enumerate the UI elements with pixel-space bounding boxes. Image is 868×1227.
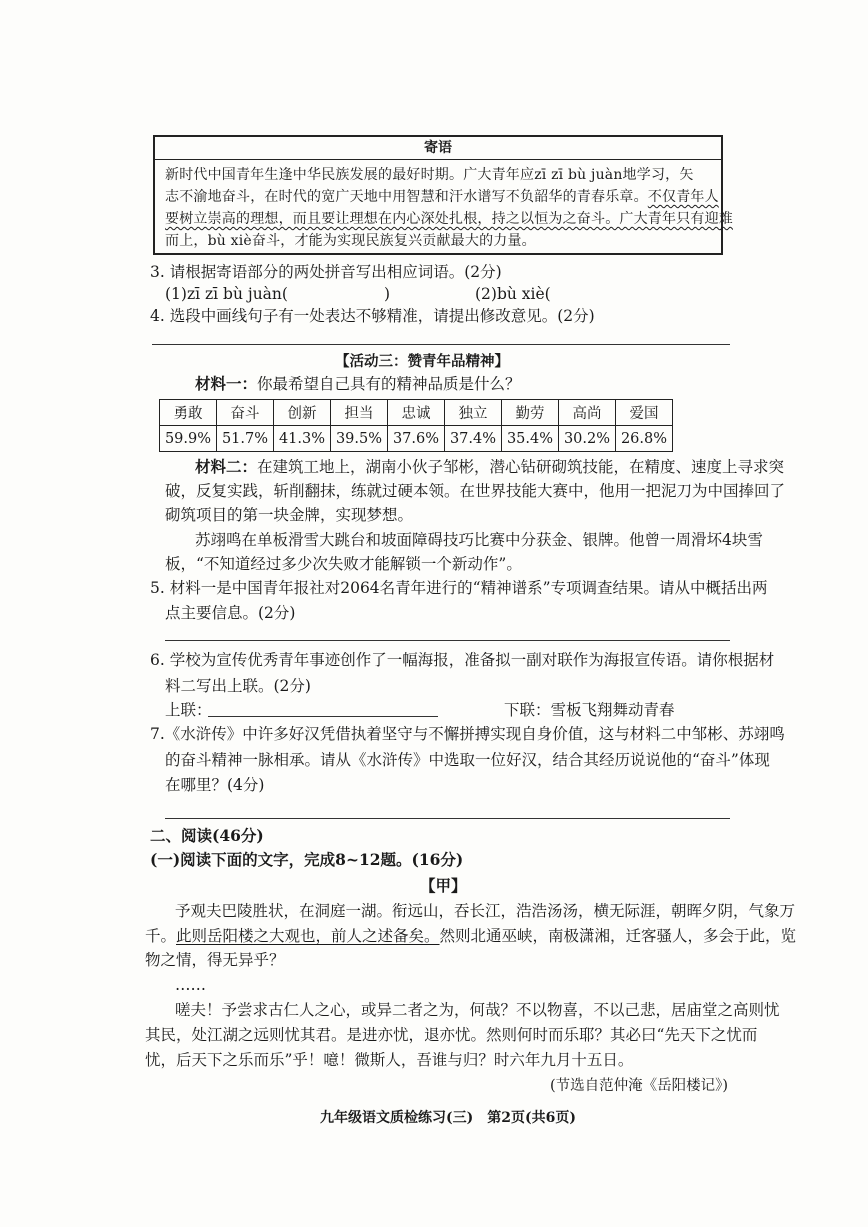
message-line-1: 新时代中国青年生逢中华民族发展的最好时期。广大青年应zī zī bù juàn地学习，矢 [165, 167, 694, 183]
question-3-part-2: (2)bù xiè( [475, 285, 551, 303]
survey-table [159, 399, 673, 452]
passage-p2-line-1: 嗟夫！予尝求古仁人之心，或异二者之为，何哉？不以物喜，不以己悲，居庙堂之高则忧 [175, 1001, 780, 1019]
survey-header-cell: 创新 [274, 400, 331, 426]
material-2-line-1 [195, 457, 784, 477]
material-2-text: 在建筑工地上，湖南小伙子邹彬，潜心钻研砌筑技能，在精度、速度上寻求突 [257, 458, 785, 476]
activity-3-title: 【活动三：赞青年品精神】 [335, 353, 509, 370]
question-5-line-2: 点主要信息。(2分) [165, 604, 296, 622]
question-6-line-1: 6. 学校为宣传优秀青年事迹创作了一幅海报，准备拟一副对联作为海报宣传语。请你根据材 [150, 651, 775, 669]
answer-line-q5 [165, 640, 730, 641]
upper-couplet-input[interactable] [208, 716, 438, 717]
question-3: 3. 请根据寄语部分的两处拼音写出相应词语。(2分) [150, 263, 502, 281]
message-box-title: 寄语 [155, 137, 721, 160]
survey-header-cell: 担当 [331, 400, 388, 426]
survey-header-cell: 勇敢 [160, 400, 217, 426]
question-5-line-1: 5. 材料一是中国青年报社对2064名青年进行的“精神谱系”专项调查结果。请从中概括出两 [150, 579, 768, 597]
passage-p2-line-3: 忧，后天下之乐而乐”乎！噫！微斯人，吾谁与归？时六年九月十五日。 [145, 1051, 634, 1069]
survey-value-cell: 41.3% [274, 426, 331, 452]
survey-value-cell: 30.2% [559, 426, 616, 452]
material-1-question: 你最希望自己具有的精神品质是什么？ [257, 375, 521, 393]
material-1 [195, 374, 521, 394]
page-footer: 九年级语文质检练习(三) 第2页(共6页) [320, 1110, 576, 1126]
passage-p1-line-1: 予观夫巴陵胜状，在洞庭一湖。衔远山，吞长江，浩浩汤汤，横无际涯，朝晖夕阴，气象万 [175, 902, 796, 920]
message-line-4: 而上，bù xiè奋斗，才能为实现民族复兴贡献最大的力量。 [165, 233, 536, 249]
survey-header-cell: 忠诚 [388, 400, 445, 426]
passage-ellipsis: …… [175, 976, 206, 994]
passage-tag: 【甲】 [420, 876, 467, 895]
survey-header-cell: 奋斗 [217, 400, 274, 426]
answer-line-q4 [152, 344, 730, 345]
section-2-title: 二、阅读(46分) [150, 826, 264, 845]
question-3-part-1: (1)zī zī bù juàn( [165, 285, 288, 303]
answer-line-q7 [165, 818, 730, 819]
material-2-line-3: 砌筑项目的第一块金牌，实现梦想。 [165, 506, 414, 524]
passage-p2-line-2: 其民，处江湖之远则忧其君。是进亦忧，退亦忧。然则何时而乐耶？其必曰“先天下之忧而 [145, 1026, 758, 1044]
survey-header-cell: 独立 [445, 400, 502, 426]
survey-value-cell: 59.9% [160, 426, 217, 452]
upper-couplet-label: 上联： [165, 701, 212, 719]
material-2-line-5: 板，“不知道经过多少次失败才能解锁一个新动作”。 [165, 555, 522, 573]
message-line-2-text: 志不渝地奋斗，在时代的宽广天地中用智慧和汗水谱写不负韶华的青春乐章。 [165, 189, 648, 205]
section-2-subtitle: (一)阅读下面的文字，完成8~12题。(16分) [150, 850, 464, 869]
passage-p1-line-2 [145, 926, 796, 946]
passage-p1-line-2-end: 然则北通巫峡，南极潇湘，迁客骚人，多会于此，览 [439, 927, 797, 945]
survey-header-cell: 勤劳 [502, 400, 559, 426]
message-line-2 [165, 188, 719, 206]
question-6-line-2: 料二写出上联。(2分) [165, 677, 311, 695]
survey-value-cell: 26.8% [616, 426, 673, 452]
survey-value-row [160, 426, 673, 452]
survey-value-cell: 51.7% [217, 426, 274, 452]
survey-header-cell: 爱国 [616, 400, 673, 426]
passage-source: (节选自范仲淹《岳阳楼记》) [550, 1078, 729, 1094]
material-1-label: 材料一： [195, 374, 258, 393]
survey-value-cell: 39.5% [331, 426, 388, 452]
underlined-sentence-part-a: 不仅青年人 [647, 189, 719, 205]
question-4: 4. 选段中画线句子有一处表达不够精准，请提出修改意见。(2分) [150, 307, 595, 325]
passage-p1-line-2-start: 千。 [145, 927, 177, 945]
survey-header-row [160, 400, 673, 426]
survey-value-cell: 37.4% [445, 426, 502, 452]
material-2-line-2: 破，反复实践，斩削翻抹，练就过硬本领。在世界技能大赛中，他用一把泥刀为中国捧回了 [165, 482, 786, 500]
survey-value-cell: 37.6% [388, 426, 445, 452]
question-7-line-3: 在哪里？(4分) [165, 776, 265, 794]
survey-value-cell: 35.4% [502, 426, 559, 452]
lower-couplet: 下联：雪板飞翔舞动青春 [504, 701, 675, 719]
message-line-3: 要树立崇高的理想，而且要让理想在内心深处扎根，持之以恒为之奋斗。广大青年只有迎难 [165, 211, 733, 227]
survey-header-cell: 高尚 [559, 400, 616, 426]
material-2-label: 材料二： [195, 457, 258, 476]
passage-p1-line-3: 物之情，得无异乎？ [145, 951, 285, 969]
passage-underlined-sentence: 此则岳阳楼之大观也，前人之述备矣。 [176, 927, 440, 945]
question-3-part-1-close: ) [384, 285, 391, 303]
question-7-line-2: 的奋斗精神一脉相承。请从《水浒传》中选取一位好汉，结合其经历说说他的“奋斗”体现 [165, 751, 770, 769]
question-7-line-1: 7.《水浒传》中许多好汉凭借执着坚守与不懈拼搏实现自身价值，这与材料二中邹彬、苏翊鸣 [150, 725, 785, 743]
material-2-line-4: 苏翊鸣在单板滑雪大跳台和坡面障碍技巧比赛中分获金、银牌。他曾一周滑坏4块雪 [195, 531, 763, 549]
